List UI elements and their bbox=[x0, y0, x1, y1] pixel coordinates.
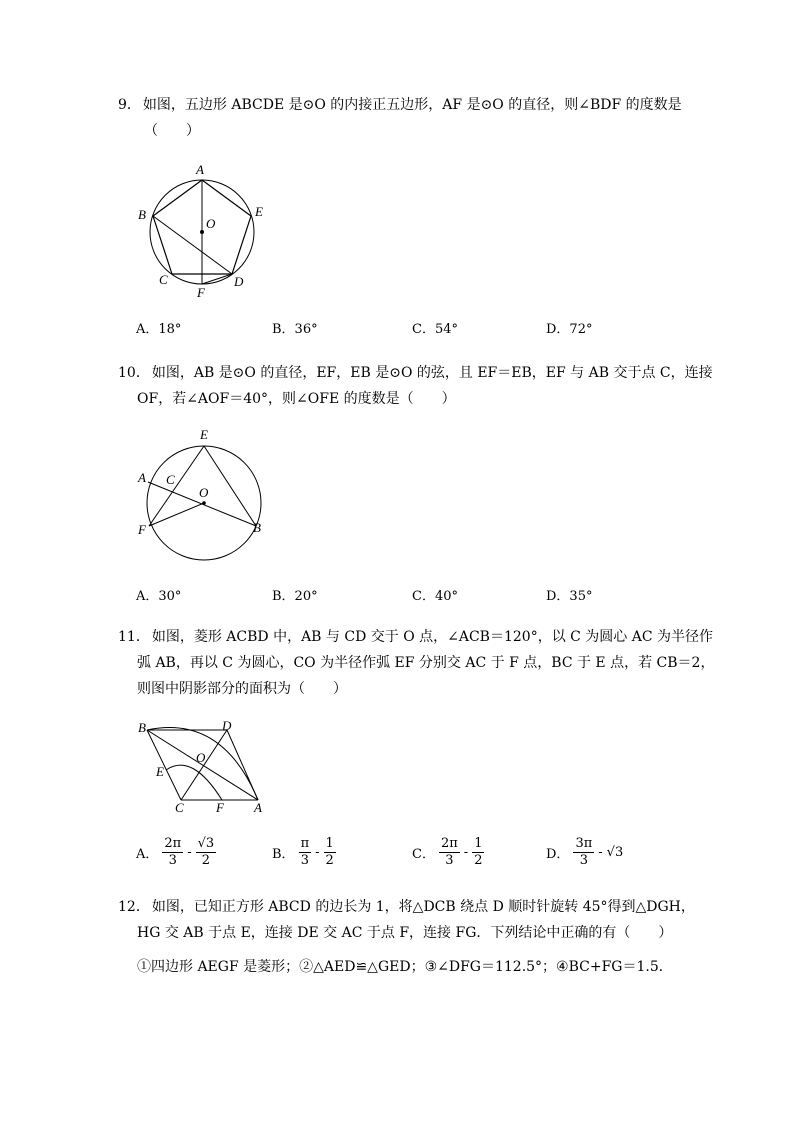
q11-line1 bbox=[118, 624, 714, 650]
q9-option-b[interactable]: B．36° bbox=[272, 322, 318, 337]
q9-segment-df bbox=[202, 274, 232, 284]
q9-label-d: D bbox=[234, 274, 244, 289]
q11-label-o: O bbox=[196, 750, 206, 765]
q10-center-dot bbox=[202, 501, 206, 505]
q11-d-tail: √3 bbox=[606, 845, 624, 860]
q10-label-o: O bbox=[199, 485, 209, 500]
q9-segment-bd bbox=[153, 216, 232, 274]
q12-line2: HG 交 AB 于点 E，连接 DE 交 AC 于点 F，连接 FG．下列结论中正确的有（ ） bbox=[137, 925, 673, 941]
question-12 bbox=[118, 894, 695, 980]
q11-option-c-letter: C． bbox=[412, 847, 435, 862]
q11-options bbox=[136, 836, 696, 876]
q9-option-d[interactable]: D．72° bbox=[546, 322, 593, 337]
q11-label-b: B bbox=[138, 720, 146, 735]
q10-line2: OF，若∠AOF＝40°，则∠OFE 的度数是（ ） bbox=[137, 391, 456, 407]
q11-figure bbox=[132, 714, 272, 818]
q10-text1: 如图，AB 是⊙O 的直径，EF，EB 是⊙O 的弦，且 EF＝EB，EF 与 AB 交于点 C，连接 bbox=[151, 365, 713, 381]
q11-b-den2: 2 bbox=[325, 853, 334, 868]
q11-line3: 则图中阴影部分的面积为（ ） bbox=[137, 681, 347, 697]
q12-line1 bbox=[118, 894, 695, 920]
q11-d-den1: 3 bbox=[579, 853, 588, 868]
q11-option-b-frac2 bbox=[324, 836, 336, 869]
q9-option-c[interactable]: C．54° bbox=[412, 322, 458, 337]
q9-center-dot bbox=[200, 230, 204, 234]
q9-label-f: F bbox=[197, 285, 205, 300]
q11-c-den2: 2 bbox=[474, 853, 483, 868]
q11-label-c: C bbox=[175, 800, 184, 815]
q10-label-e: E bbox=[200, 427, 208, 442]
q10-option-d[interactable]: D．35° bbox=[546, 589, 593, 604]
q11-line2: 弧 AB，再以 C 为圆心，CO 为半径作弧 EF 分别交 AC 于 F 点，BC 于 E 点，若 CB＝2， bbox=[137, 655, 715, 671]
q11-option-d[interactable] bbox=[546, 836, 623, 869]
q9-label-a: A bbox=[196, 162, 204, 177]
q10-number: 10． bbox=[118, 365, 150, 381]
q11-option-a-letter: A． bbox=[136, 847, 159, 862]
q11-a-op: - bbox=[187, 845, 192, 860]
q10-figure bbox=[132, 424, 278, 574]
q11-number: 11． bbox=[118, 629, 150, 645]
q9-options bbox=[136, 318, 696, 342]
q9-figure bbox=[132, 160, 272, 306]
q11-option-c-frac1 bbox=[439, 836, 460, 869]
q11-option-a-frac1 bbox=[162, 836, 183, 869]
q11-option-b-frac1 bbox=[299, 836, 312, 869]
q11-b-num2: 1 bbox=[325, 836, 334, 851]
q12-line3: ①四边形 AEGF 是菱形；②△AED≌△GED；③∠DFG＝112.5°；④BC+FG＝1.5． bbox=[137, 959, 673, 975]
q10-chord-eb bbox=[204, 446, 256, 526]
q11-a-num1: 2π bbox=[164, 836, 182, 851]
question-10 bbox=[118, 360, 713, 412]
q11-c-num1: 2π bbox=[440, 836, 458, 851]
q12-text1: 如图，已知正方形 ABCD 的边长为 1，将△DCB 绕点 D 顺时针旋转 45°得到△DGH， bbox=[151, 899, 695, 915]
q9-label-o: O bbox=[206, 216, 216, 231]
q11-diagonal-cd bbox=[181, 730, 227, 800]
q10-label-a: A bbox=[138, 470, 146, 485]
q11-label-d: D bbox=[222, 718, 232, 733]
q11-label-f: F bbox=[216, 800, 224, 815]
q10-options bbox=[136, 585, 696, 609]
q11-option-d-frac1 bbox=[573, 836, 594, 869]
q11-label-e: E bbox=[156, 764, 164, 779]
q11-d-op: - bbox=[598, 845, 603, 860]
q11-option-c-frac2 bbox=[472, 836, 484, 869]
q9-line2: （ ） bbox=[144, 123, 200, 139]
q11-c-num2: 1 bbox=[474, 836, 483, 851]
q11-d-num1: 3π bbox=[575, 836, 593, 851]
q9-label-c: C bbox=[159, 272, 168, 287]
q11-option-a-frac2 bbox=[196, 836, 217, 869]
q11-b-den1: 3 bbox=[300, 853, 309, 868]
q11-a-den2: 2 bbox=[201, 853, 211, 868]
q11-option-a[interactable] bbox=[136, 836, 216, 869]
q11-b-num1: π bbox=[300, 836, 310, 851]
q10-line1 bbox=[118, 360, 713, 386]
q9-number: 9． bbox=[118, 97, 141, 113]
q10-option-b[interactable]: B．20° bbox=[272, 589, 318, 604]
q9-label-b: B bbox=[138, 207, 146, 222]
q11-c-den1: 3 bbox=[445, 853, 454, 868]
q10-label-c: C bbox=[166, 472, 175, 487]
q9-line1 bbox=[118, 92, 682, 118]
q11-arc-ef bbox=[166, 765, 222, 800]
q11-text1: 如图，菱形 ACBD 中，AB 与 CD 交于 O 点，∠ACB＝120°，以 C 为圆心 AC 为半径作 bbox=[151, 629, 714, 645]
q11-option-b-letter: B． bbox=[272, 847, 295, 862]
q9-option-a[interactable]: A．18° bbox=[136, 322, 182, 337]
question-11 bbox=[118, 624, 715, 702]
q11-option-b[interactable] bbox=[272, 836, 336, 869]
q11-a-den1: 3 bbox=[168, 853, 177, 868]
q9-label-e: E bbox=[255, 204, 263, 219]
q10-option-a[interactable]: A．30° bbox=[136, 589, 182, 604]
q11-label-a: A bbox=[254, 800, 262, 815]
question-9 bbox=[118, 92, 682, 144]
q11-option-d-letter: D． bbox=[546, 847, 570, 862]
q11-b-op: - bbox=[315, 845, 320, 860]
q10-label-b: B bbox=[253, 520, 261, 535]
q10-option-c[interactable]: C．40° bbox=[412, 589, 458, 604]
q11-option-c[interactable] bbox=[412, 836, 484, 869]
q12-number: 12． bbox=[118, 899, 150, 915]
q10-label-f: F bbox=[138, 522, 146, 537]
q11-a-num2: √3 bbox=[197, 836, 215, 851]
q9-text1: 如图，五边形 ABCDE 是⊙O 的内接正五边形，AF 是⊙O 的直径，则∠BDF 的度数是 bbox=[142, 97, 682, 113]
q11-c-op: - bbox=[463, 845, 469, 860]
